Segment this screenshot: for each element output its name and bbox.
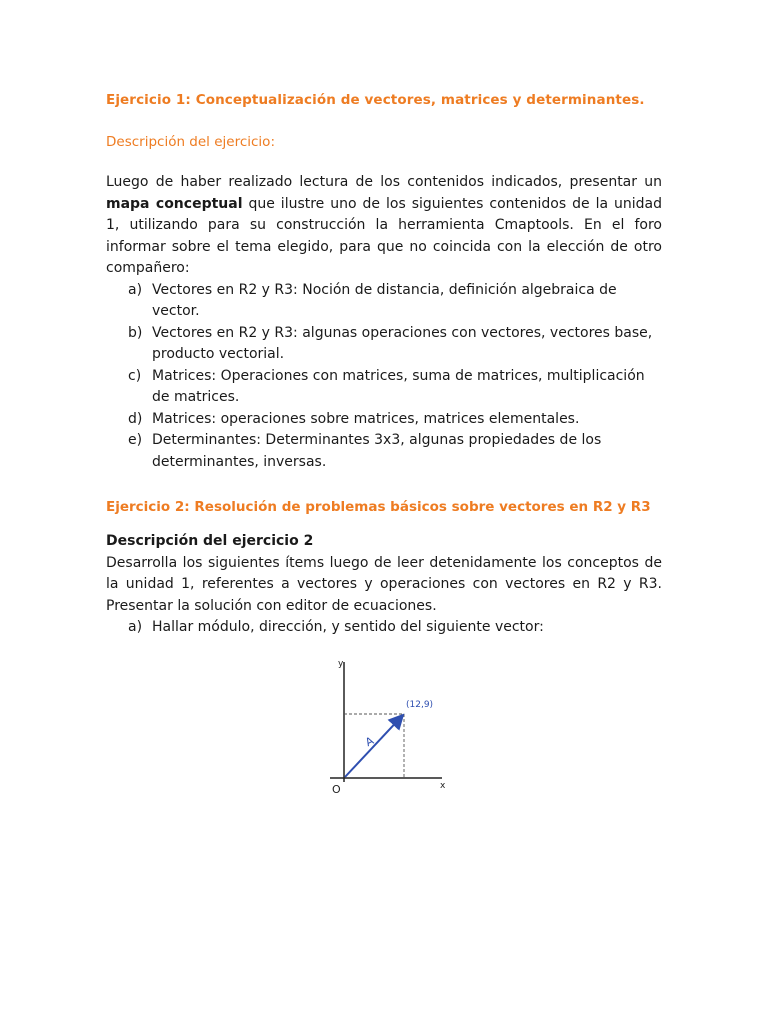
list-marker: e) bbox=[128, 432, 143, 448]
list-marker: c) bbox=[128, 367, 142, 384]
origin-label: O bbox=[332, 783, 341, 796]
list-item bbox=[106, 409, 662, 431]
exercise2-intro: Desarrolla los siguientes ítems luego de leer detenidamente los conceptos de la unidad 1, referentes a vectores y operaciones con vectores en R2 y R3. Presentar la solución con editor de ecuaciones. bbox=[106, 554, 662, 614]
exercise2-section bbox=[106, 499, 662, 639]
list-item bbox=[106, 323, 662, 366]
axis-x-label: x bbox=[440, 781, 446, 791]
list-marker: b) bbox=[128, 324, 143, 341]
list-marker: a) bbox=[128, 281, 143, 298]
list-marker: d) bbox=[128, 410, 143, 427]
exercise2-title: Ejercicio 2: Resolución de problemas básicos sobre vectores en R2 y R3 bbox=[106, 499, 651, 515]
vector-figure bbox=[318, 652, 458, 802]
document-page bbox=[106, 92, 662, 639]
exercise1-description-label: Descripción del ejercicio: bbox=[106, 134, 275, 150]
vector-label: A bbox=[363, 734, 376, 750]
list-item-text: Vectores en R2 y R3: Noción de distancia, definición algebraica de vector. bbox=[152, 281, 617, 319]
exercise2-list bbox=[106, 617, 662, 639]
exercise1-list bbox=[106, 280, 662, 474]
list-marker: a) bbox=[128, 619, 143, 635]
list-item bbox=[106, 280, 662, 323]
list-item bbox=[106, 366, 662, 409]
list-item-text: Matrices: operaciones sobre matrices, matrices elementales. bbox=[152, 410, 580, 427]
list-item-text: Hallar módulo, dirección, y sentido del siguiente vector: bbox=[152, 619, 544, 635]
exercise1-title: Ejercicio 1: Conceptualización de vectores, matrices y determinantes. bbox=[106, 92, 645, 108]
point-label: (12,9) bbox=[406, 700, 434, 710]
list-item-text: Matrices: Operaciones con matrices, suma de matrices, multiplicación de matrices. bbox=[152, 367, 645, 405]
axis-y-label: y bbox=[338, 659, 344, 669]
exercise1-intro-part1: Luego de haber realizado lectura de los contenidos indicados, presentar un bbox=[106, 174, 662, 190]
exercise1-intro-part2: que ilustre uno de los siguientes contenidos de la unidad 1, utilizando para su construcción la herramienta Cmaptools. En el foro informar sobre el tema elegido, para que no coincida con la elección de otro compañero: bbox=[106, 195, 662, 276]
exercise2-description-label: Descripción del ejercicio 2 bbox=[106, 533, 314, 549]
exercise1-intro-bold: mapa conceptual bbox=[106, 195, 243, 212]
list-item-text: Vectores en R2 y R3: algunas operaciones con vectores, vectores base, producto vectorial. bbox=[152, 324, 653, 362]
list-item bbox=[106, 430, 662, 473]
list-item bbox=[106, 617, 662, 639]
list-item-text: Determinantes: Determinantes 3x3, algunas propiedades de los determinantes, inversas. bbox=[152, 432, 602, 470]
exercise1-intro bbox=[106, 172, 662, 280]
